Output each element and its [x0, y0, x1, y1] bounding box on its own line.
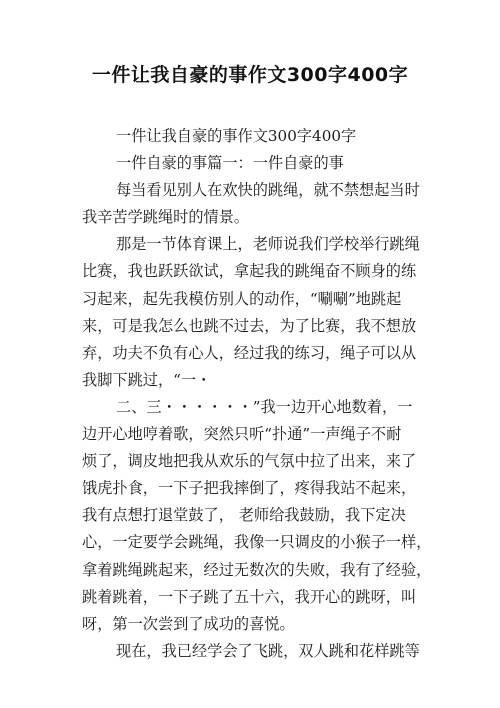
- body-line: 比赛，我也跃跃欲试，拿起我的跳绳奋不顾身的练: [82, 262, 417, 281]
- body-line: 跳着跳着，一下子跳了五十六，我开心的跳呀，叫: [82, 587, 417, 606]
- body-line: 边开心地哼着歌，突然只听“扑通”一声绳子不耐: [82, 425, 402, 444]
- body-line: 二、三・・・・・・”我一边开心地数着，一: [116, 397, 413, 416]
- document-title: 一件让我自豪的事作文300字400字: [91, 64, 409, 86]
- body-line: 烦了，调皮地把我从欢乐的气氛中拉了出来，来了: [82, 452, 417, 471]
- body-line: 拿着跳绳跳起来，经过无数次的失败，我有了经验，: [82, 560, 432, 579]
- body-line: 习起来，起先我模仿别人的动作，“唰唰”地跳起: [82, 289, 402, 308]
- body-line: 我脚下跳过，“一・: [82, 370, 212, 389]
- body-line: 饿虎扑食，一下子把我摔倒了，疼得我站不起来，: [82, 479, 417, 498]
- body-line: 心，一定要学会跳绳，我像一只调皮的小猴子一样，: [82, 533, 432, 552]
- body-line: 一件自豪的事篇一：一件自豪的事: [116, 154, 344, 173]
- body-line: 来，可是我怎么也跳不过去，为了比赛，我不想放: [82, 316, 417, 335]
- body-line: 我有点想打退堂鼓了， 老师给我鼓励，我下定决: [82, 506, 406, 525]
- body-line: 一件让我自豪的事作文300字400字: [116, 127, 357, 145]
- document-body: [82, 123, 432, 665]
- body-line: 我辛苦学跳绳时的情景。: [82, 208, 250, 227]
- body-line: 弃，功夫不负有心人，经过我的练习，绳子可以从: [82, 343, 417, 362]
- body-line: 现在，我已经学会了飞跳，双人跳和花样跳等: [116, 641, 420, 660]
- body-line: 呀，第一次尝到了成功的喜悦。: [82, 614, 295, 633]
- body-line: 那是一节体育课上，老师说我们学校举行跳绳: [116, 235, 420, 254]
- body-line: 每当看见别人在欢快的跳绳，就不禁想起当时: [116, 181, 420, 200]
